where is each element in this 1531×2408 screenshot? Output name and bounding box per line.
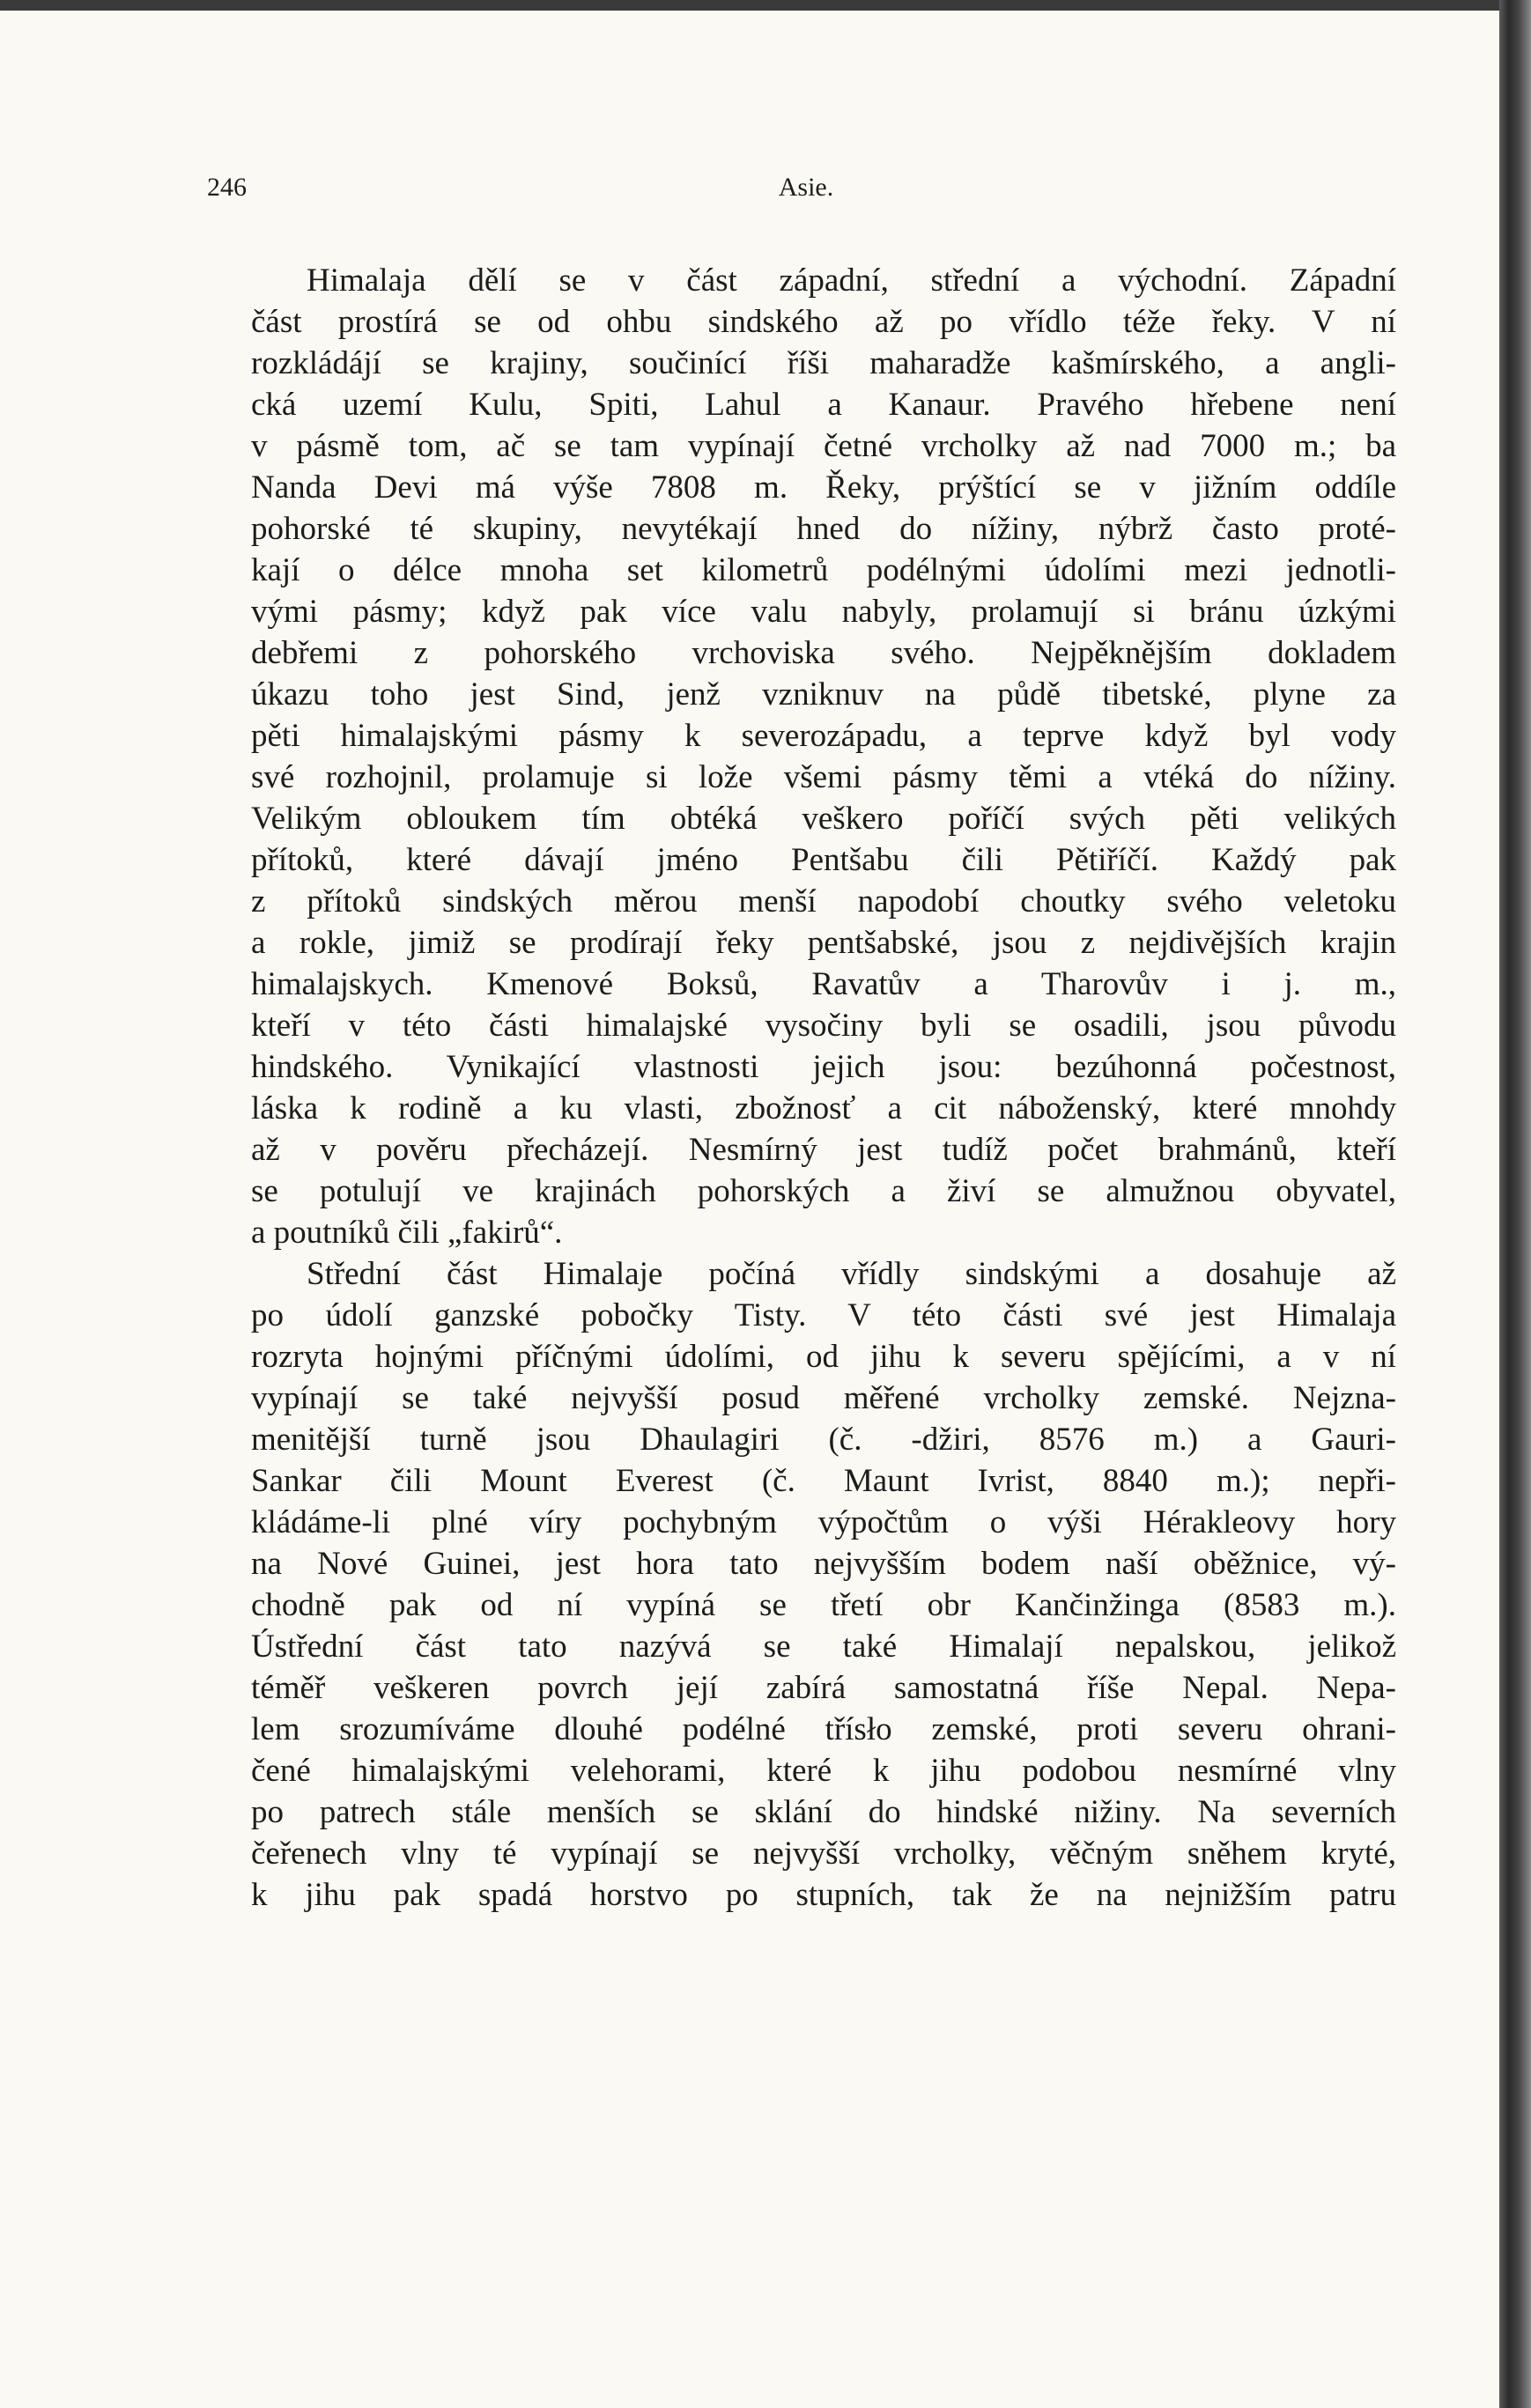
text-line: Velikým obloukem tím obtéká veškero poříčí svých pěti velikých [251,801,1396,837]
text-line: až v pověru přecházejí. Nesmírný jest tudíž počet brahmánů, kteří [251,1132,1396,1168]
paragraph-1 [251,260,1396,1253]
text-line: čeřenech vlny té vypínají se nejvyšší vrcholky, věčným sněhem kryté, [251,1836,1396,1872]
text-line: himalajskych. Kmenové Boksů, Ravatův a Tharovův i j. m., [251,966,1396,1002]
text-line: po patrech stále menších se sklání do hindské nižiny. Na severních [251,1794,1396,1830]
text-line: menitější turně jsou Dhaulagiri (č. -džiri, 8576 m.) a Gauri- [251,1422,1396,1458]
text-line: hindského. Vynikající vlastnosti jejich jsou: bezúhonná počestnost, [251,1049,1396,1085]
text-line: téměř veškeren povrch její zabírá samostatná říše Nepal. Nepa- [251,1670,1396,1706]
text-line: chodně pak od ní vypíná se třetí obr Kančinžinga (8583 m.). [251,1587,1396,1623]
text-line: debřemi z pohorského vrchoviska svého. Nejpěknějším dokladem [251,635,1396,671]
text-line: a rokle, jimiž se prodírají řeky pentšabské, jsou z nejdivějších krajin [251,925,1396,961]
page-number: 246 [207,173,247,202]
page-header [207,173,1405,217]
book-spine-edge [1499,0,1531,2408]
text-line: rozkládájí se krajiny, součinící říši maharadže kašmírského, a angli- [251,345,1396,381]
text-line: Himalaja dělí se v část západní, střední a východní. Západní [307,262,1396,299]
text-line: se potulují ve krajinách pohorských a živí se almužnou obyvatel, [251,1173,1396,1209]
text-line: lem srozumíváme dlouhé podélné třísło zemské, proti severu ohrani- [251,1711,1396,1747]
text-line: čené himalajskými velehorami, které k jihu podobou nesmírné vlny [251,1753,1396,1789]
text-line: cká uzemí Kulu, Spiti, Lahul a Kanaur. Pravého hřebene není [251,387,1396,423]
text-line: po údolí ganzské pobočky Tisty. V této části své jest Himalaja [251,1297,1396,1333]
text-line: na Nové Guinei, jest hora tato nejvyšším bodem naší oběžnice, vý- [251,1546,1396,1582]
text-line: kládáme-li plné víry pochybným výpočtům o výši Hérakleovy hory [251,1504,1396,1540]
text-line: z přítoků sindských měrou menší napodobí choutky svého veletoku [251,883,1396,920]
page-top-edge [0,0,1531,11]
text-line: láska k rodině a ku vlasti, zbožnosť a cit náboženský, které mnohdy [251,1090,1396,1126]
text-line: část prostírá se od ohbu sindského až po vřídlo téže řeky. V ní [251,304,1396,340]
text-line: Střední část Himalaje počíná vřídly sindskými a dosahuje až [307,1256,1396,1292]
text-line: a poutníků čili „fakirů“. [251,1215,563,1251]
running-head: Asie. [778,173,834,202]
text-line: kteří v této části himalajské vysočiny byli se osadili, jsou původu [251,1008,1396,1044]
text-line: pohorské té skupiny, nevytékají hned do nížiny, nýbrž často proté- [251,511,1396,547]
text-line: Nanda Devi má výše 7808 m. Řeky, prýštící se v jižním oddíle [251,469,1396,506]
body-text [251,260,1396,1916]
text-line: kají o délce mnoha set kilometrů podélnými údolími mezi jednotli- [251,552,1396,588]
text-line: své rozhojnil, prolamuje si lože všemi pásmy těmi a vtéká do nížiny. [251,759,1396,795]
text-line: pěti himalajskými pásmy k severozápadu, a teprve když byl vody [251,718,1396,754]
text-line: Ústřední část tato nazývá se také Himalají nepalskou, jelikož [251,1629,1396,1665]
paragraph-2 [251,1253,1396,1916]
text-line: v pásmě tom, ač se tam vypínají četné vrcholky až nad 7000 m.; ba [251,428,1396,464]
text-line: přítoků, které dávají jméno Pentšabu čili Pětiříčí. Každý pak [251,842,1396,878]
text-line: k jihu pak spadá horstvo po stupních, tak že na nejnižším patru [251,1877,1396,1913]
text-line: úkazu toho jest Sind, jenž vzniknuv na půdě tibetské, plyne za [251,676,1396,713]
text-line: rozryta hojnými příčnými údolími, od jihu k severu spějícími, a v ní [251,1339,1396,1375]
text-line: Sankar čili Mount Everest (č. Maunt Ivrist, 8840 m.); nepři- [251,1463,1396,1499]
text-line: vými pásmy; když pak více valu nabyly, prolamují si bránu úzkými [251,594,1396,630]
text-line: vypínají se také nejvyšší posud měřené vrcholky zemské. Nejzna- [251,1380,1396,1416]
